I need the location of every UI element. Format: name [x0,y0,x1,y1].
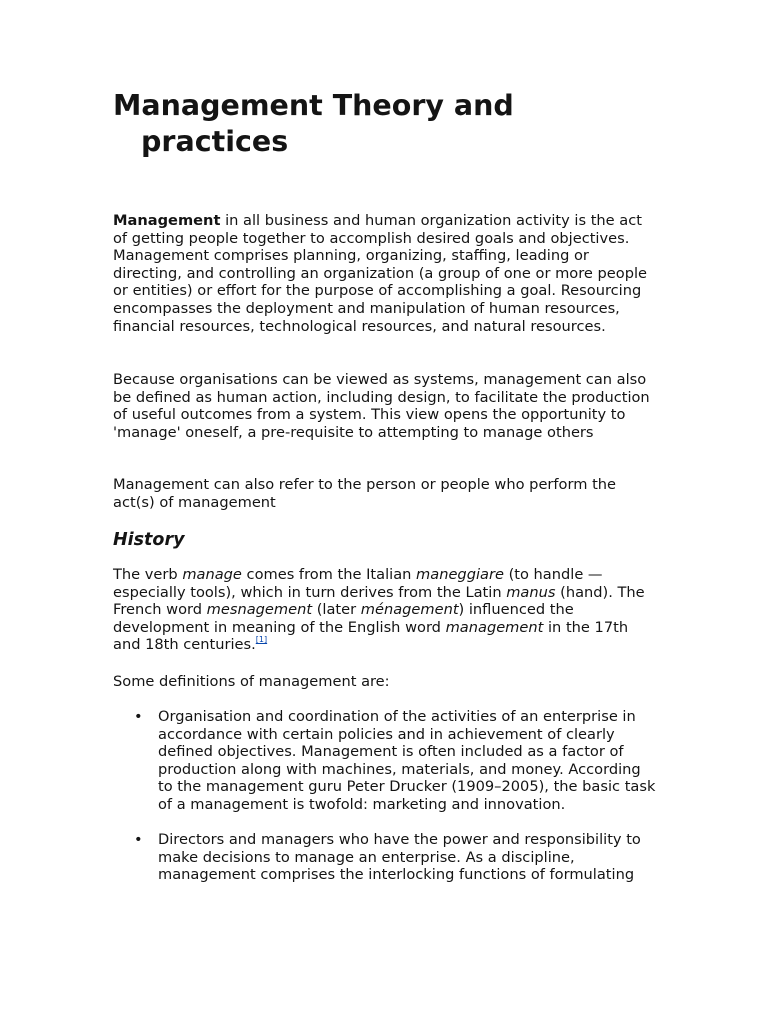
intro-paragraph [113,212,658,335]
intro-lead-term: Management [113,212,221,229]
list-item [113,708,658,814]
definitions-list [113,708,658,901]
intro-text: in all business and human organization activity is the act of getting people together to accomplish desired goals and objectives. Management comprises planning, organizing, staffing, leading or directing, and controlling an organization (a group of one or more people or entities) or effort for the purpose of accomplishing a goal. Resourcing encompasses the deployment and manipulation of human resources, financial resources, technological resources, and natural resources. [113,212,647,335]
history-term: manage [182,566,242,583]
history-term: ménagement [360,601,459,619]
history-text: (to handle — especially tools), which in turn derives from the Latin [113,566,603,601]
history-term: management [445,618,544,636]
definitions-intro: Some definitions of management are: [113,673,390,690]
history-text: ) influenced the development in meaning of the English word [113,601,574,636]
history-paragraph [113,566,658,654]
history-text: The verb [113,566,183,583]
bullet-icon: • [134,831,143,849]
list-item-text: Directors and managers who have the power and responsibility to make decisions to manage an enterprise. As a discipline, management comprises the interlocking functions of formulating [158,831,641,884]
list-item [113,831,658,884]
systems-paragraph: Because organisations can be viewed as systems, management can also be defined as human action, including design, to facilitate the production of useful outcomes from a system. This view opens the opportunity to 'manage' oneself, a pre-requisite to attempting to manage others [113,371,650,441]
title-line-2: practices [141,125,289,158]
list-item-text: Organisation and coordination of the activities of an enterprise in accordance with certain policies and in achievement of clearly defined objectives. Management is often included as a factor of production along with machines, materials, and money. According to the management guru Peter Drucker (1909–2005), the basic task of a management is twofold: marketing and innovation. [158,708,656,813]
history-text: (later [312,601,361,619]
history-text: in the 17th and 18th centuries. [113,618,629,654]
history-heading: History [113,530,185,550]
history-term: mesnagement [206,601,313,619]
citation-link[interactable]: [1] [255,635,268,645]
history-text: comes from the Italian [241,566,417,583]
title-line-1: Management Theory and [113,89,514,122]
history-text: (hand). The French word [113,583,645,619]
person-paragraph: Management can also refer to the person or people who perform the act(s) of management [113,476,617,511]
page-title [113,88,658,160]
history-term: maneggiare [416,566,504,583]
history-term: manus [506,583,556,601]
bullet-icon: • [134,708,143,725]
